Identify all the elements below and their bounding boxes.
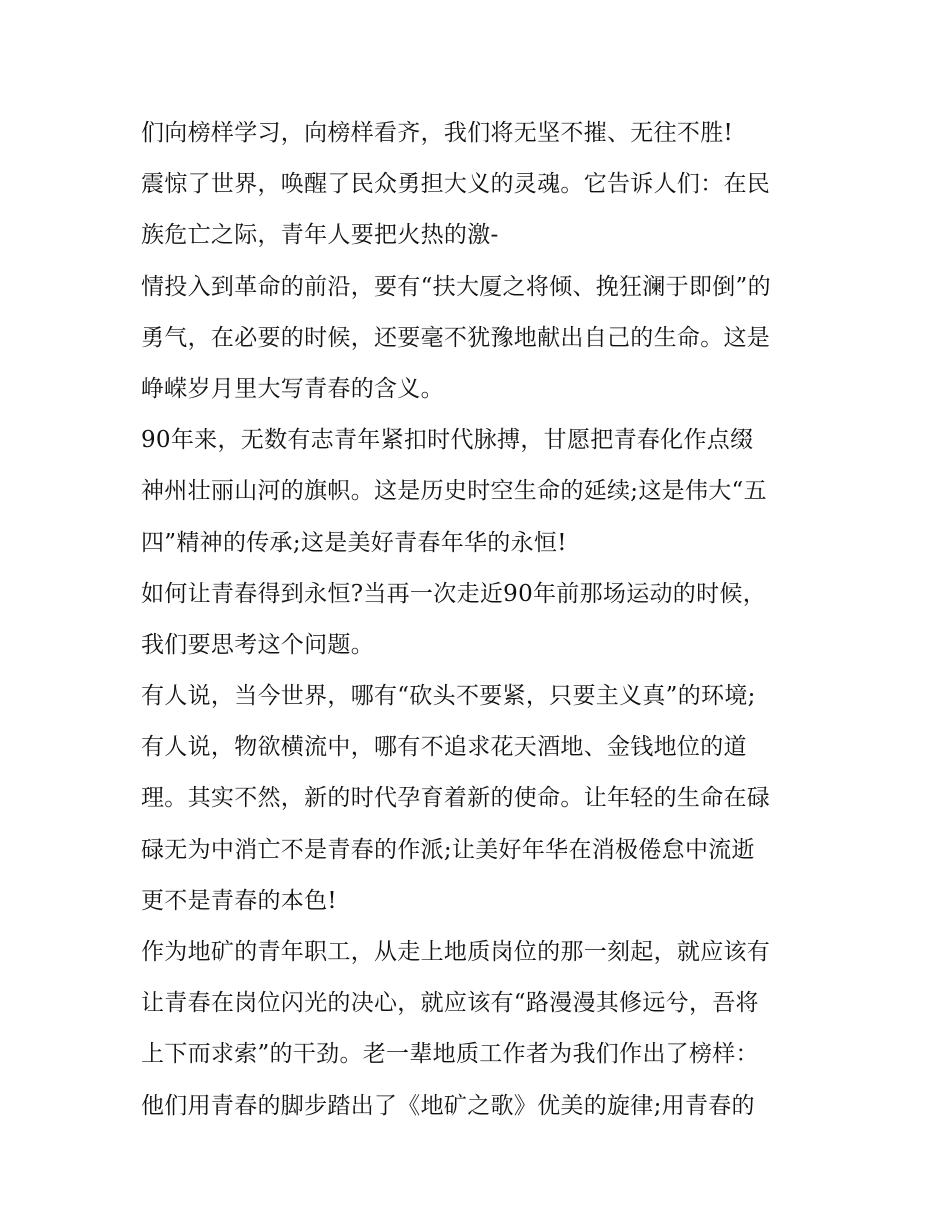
text-line: 神州壮丽山河的旗帜。这是历史时空生命的延续;这是伟大“五 xyxy=(141,478,767,505)
text-line: 理。其实不然，新的时代孕育着新的使命。让年轻的生命在碌 xyxy=(141,785,771,812)
text-line: 族危亡之际，青年人要把火热的激- xyxy=(141,222,499,249)
text-line: 他们用青春的脚步踏出了《地矿之歌》优美的旋律;用青春的 xyxy=(141,1092,755,1119)
text-line: 让青春在岗位闪光的决心，就应该有“路漫漫其修远兮，吾将 xyxy=(141,990,759,1017)
text-line: 们向榜样学习，向榜样看齐，我们将无坚不摧、无往不胜! xyxy=(141,120,734,146)
text-line: 峥嵘岁月里大写青春的含义。 xyxy=(141,375,444,402)
text-line: 更不是青春的本色! xyxy=(141,887,337,914)
text-line: 有人说，物欲横流中，哪有不追求花天酒地、金钱地位的道 xyxy=(141,734,747,761)
text-line: 勇气，在必要的时候，还要毫不犹豫地献出自己的生命。这是 xyxy=(141,324,771,351)
text-line: 我们要思考这个问题。 xyxy=(141,631,374,658)
body-text xyxy=(141,108,821,1132)
text-line: 如何让青春得到永恒?当再一次走近90年前那场运动的时候， xyxy=(141,580,766,607)
text-line: 碌无为中消亡不是青春的作派;让美好年华在消极倦怠中流逝 xyxy=(141,836,755,863)
text-line: 上下而求索”的干劲。老一辈地质工作者为我们作出了榜样： xyxy=(141,1041,759,1068)
text-line: 作为地矿的青年职工，从走上地质岗位的那一刻起，就应该有 xyxy=(141,939,771,965)
text-line: 90年来，无数有志青年紧扣时代脉搏，甘愿把青春化作点缀 xyxy=(141,427,754,454)
text-line: 四”精神的传承;这是美好青春年华的永恒! xyxy=(141,529,567,556)
text-line: 震惊了世界，唤醒了民众勇担大义的灵魂。它告诉人们：在民 xyxy=(141,171,771,198)
text-line: 有人说，当今世界，哪有“砍头不要紧，只要主义真”的环境; xyxy=(141,683,756,710)
text-line: 情投入到革命的前沿，要有“扶大厦之将倾、挽狂澜于即倒”的 xyxy=(141,273,771,300)
